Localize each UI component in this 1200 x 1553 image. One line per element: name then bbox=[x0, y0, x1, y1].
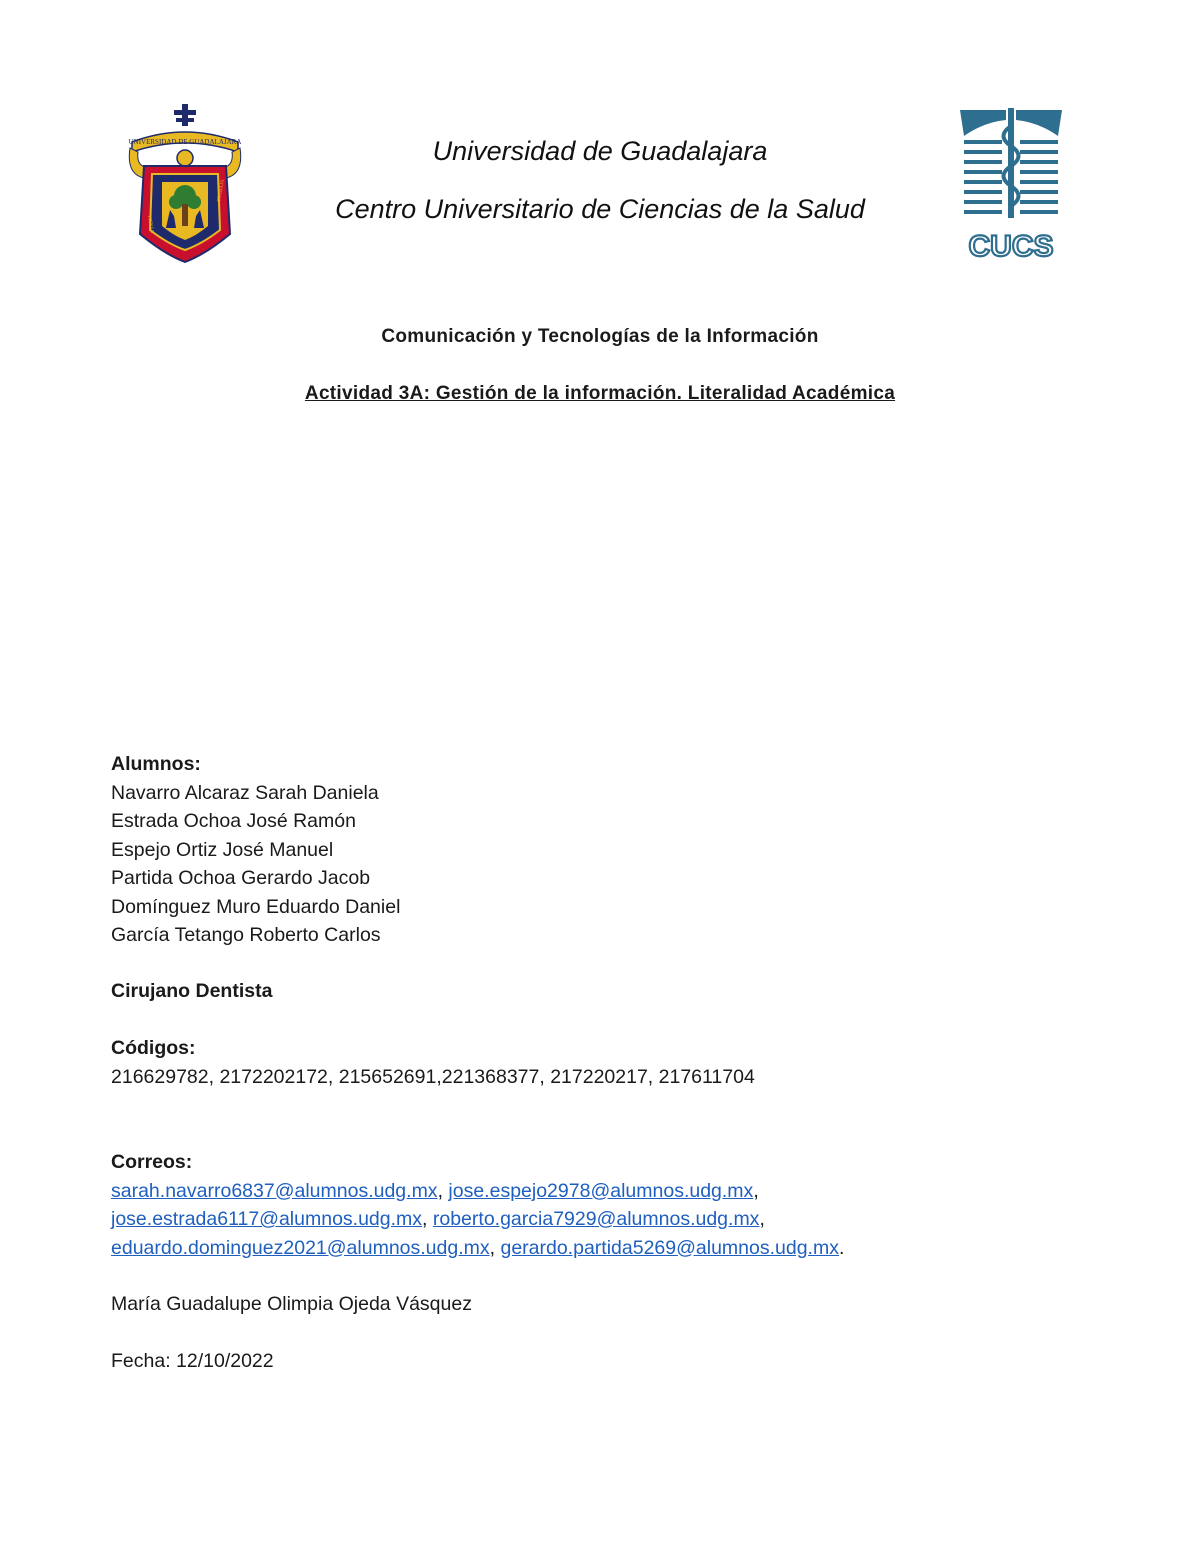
email-link[interactable]: gerardo.partida5269@alumnos.udg.mx bbox=[500, 1236, 839, 1259]
cucs-caduceus-icon bbox=[956, 106, 1066, 264]
career: Cirujano Dentista bbox=[111, 980, 273, 1002]
svg-text:TRABAJA: TRABAJA bbox=[217, 179, 226, 203]
codes-section bbox=[111, 1034, 755, 1091]
email-end: . bbox=[838, 1236, 845, 1259]
udg-motto-text: UNIVERSIDAD DE GUADALAJARA bbox=[128, 138, 242, 146]
email-row bbox=[111, 1177, 844, 1206]
emails-label: Correos: bbox=[111, 1151, 193, 1173]
students-section bbox=[111, 750, 400, 950]
email-separator: , bbox=[422, 1208, 433, 1230]
svg-text:PIENSA: PIENSA bbox=[146, 215, 154, 234]
teacher-name: María Guadalupe Olimpia Ojeda Vásquez bbox=[111, 1293, 472, 1315]
date: Fecha: 12/10/2022 bbox=[111, 1350, 274, 1372]
student-name: Estrada Ochoa José Ramón bbox=[111, 810, 356, 832]
student-name: Navarro Alcaraz Sarah Daniela bbox=[111, 781, 379, 804]
cucs-logo-text: CUCS bbox=[968, 230, 1054, 263]
email-row bbox=[111, 1205, 844, 1234]
student-name: Espejo Ortiz José Manuel bbox=[111, 838, 334, 861]
email-separator: , bbox=[759, 1208, 765, 1230]
email-link[interactable]: jose.espejo2978@alumnos.udg.mx bbox=[448, 1179, 754, 1202]
udg-coat-of-arms-icon bbox=[126, 104, 244, 264]
student-name: Partida Ochoa Gerardo Jacob bbox=[111, 867, 371, 889]
email-separator: , bbox=[489, 1236, 501, 1259]
codes-value: 216629782, 2172202172, 215652691,221368377, 217220217, 217611704 bbox=[111, 1065, 755, 1088]
email-separator: , bbox=[753, 1179, 759, 1202]
center-name: Centro Universitario de Ciencias de la Salud bbox=[335, 194, 865, 224]
email-link[interactable]: eduardo.dominguez2021@alumnos.udg.mx bbox=[111, 1236, 490, 1259]
student-name: Domínguez Muro Eduardo Daniel bbox=[111, 895, 401, 918]
email-link[interactable]: sarah.navarro6837@alumnos.udg.mx bbox=[111, 1179, 438, 1202]
email-separator: , bbox=[437, 1179, 449, 1202]
email-row bbox=[111, 1234, 844, 1263]
activity-title: Actividad 3A: Gestión de la información. Literalidad Académica bbox=[304, 383, 896, 404]
emails-section bbox=[111, 1148, 844, 1262]
students-label: Alumnos: bbox=[111, 753, 201, 775]
codes-label: Códigos: bbox=[111, 1037, 196, 1059]
university-name: Universidad de Guadalajara bbox=[432, 136, 768, 166]
email-link[interactable]: jose.estrada6117@alumnos.udg.mx bbox=[111, 1208, 423, 1230]
subject-title: Comunicación y Tecnologías de la Información bbox=[381, 326, 819, 347]
email-link[interactable]: roberto.garcia7929@alumnos.udg.mx bbox=[432, 1208, 760, 1230]
student-name: García Tetango Roberto Carlos bbox=[111, 924, 381, 946]
